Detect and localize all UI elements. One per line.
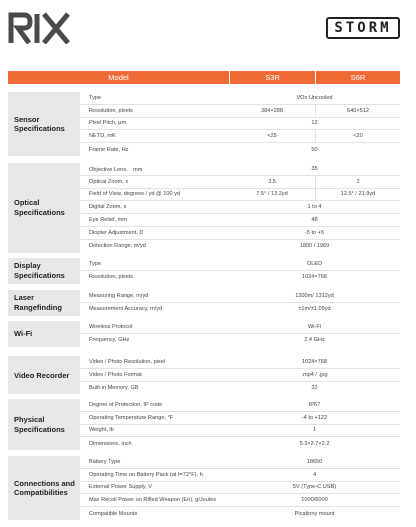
row-label: Field of View, degrees / yd @ 100 yd [89, 191, 181, 198]
table-row [80, 507, 400, 520]
row-value: -5 to +5 [304, 229, 325, 236]
row-value-s3r: 3.5 [268, 178, 276, 185]
group-title: Connections and Compatibilities [8, 456, 80, 520]
table-row [80, 303, 400, 316]
group-title: Sensor Specifications [8, 92, 80, 156]
row-label: Digital Zoom, x [89, 204, 127, 211]
table-row [80, 469, 400, 482]
row-label: Battery Type [89, 458, 121, 465]
table-row [80, 105, 400, 118]
table-row [80, 334, 400, 347]
rix-logo [8, 12, 72, 44]
table-row [80, 118, 400, 131]
row-value: Picatinny mount [294, 510, 335, 517]
row-value: 1 to 4 [307, 204, 322, 211]
row-value: IP67 [308, 401, 321, 408]
row-label: Resolution, pixels [89, 274, 133, 281]
group-title: Physical Specifications [8, 399, 80, 450]
row-value: 12 [311, 120, 318, 127]
table-row [80, 201, 400, 214]
table-row [80, 437, 400, 450]
row-label: Degree of Protection, IP code [89, 401, 163, 408]
spec-group [8, 399, 400, 450]
table-row [80, 321, 400, 334]
table-row [80, 425, 400, 438]
row-value: 5.3×2.7×2.2 [299, 440, 330, 447]
row-value-s3r: 7.5° / 13.2yd [256, 191, 288, 198]
row-value: 1200m/ 1312yd [295, 292, 334, 299]
group-title: Laser Rangefinding [8, 290, 80, 316]
row-value: Wi-Fi [307, 323, 322, 330]
group-title: Optical Specifications [8, 163, 80, 253]
table-row [80, 271, 400, 284]
table-row [80, 369, 400, 382]
row-value: 2.4 GHz [304, 337, 325, 344]
row-label: Type [89, 94, 102, 101]
table-row [80, 382, 400, 395]
spec-group [8, 321, 400, 347]
group-title: Display Specifications [8, 258, 80, 284]
row-value: 18650 [306, 458, 323, 465]
row-value-s6r: 640×512 [315, 105, 400, 117]
row-value: VOx Uncooled [296, 94, 333, 101]
row-value: 1 [312, 427, 317, 434]
spec-group [8, 456, 400, 520]
row-label: Weight, lb [89, 427, 114, 434]
row-label: Operating Temperature Range, °F [89, 414, 174, 421]
row-value-s6r: 2 [315, 176, 400, 188]
row-label: Objective Lens， mm [89, 166, 143, 173]
row-label: Built-in Memory, GB [89, 384, 139, 391]
row-value: -4 to +122 [301, 414, 328, 421]
row-value: 35 [311, 165, 318, 172]
row-value: 50 [311, 146, 318, 153]
spec-group [8, 258, 400, 284]
table-row [80, 240, 400, 253]
row-value-s3r: 384×288 [261, 107, 283, 114]
storm-label: STORM [334, 20, 392, 36]
table-row [80, 356, 400, 369]
table-row [80, 258, 400, 271]
spec-group [8, 92, 400, 156]
header-s6r: S6R [315, 71, 400, 84]
row-value: 5V (Type-C USB) [292, 484, 337, 491]
group-title: Wi-Fi [8, 321, 80, 347]
table-row [80, 189, 400, 202]
row-value: 1024×768 [301, 358, 328, 365]
table-row [80, 494, 400, 507]
table-row [80, 482, 400, 495]
row-label: Pixel Pitch, μm [89, 120, 127, 127]
row-label: Compatible Mounts [89, 510, 138, 517]
table-header [8, 71, 400, 84]
row-label: Detection Range, m/yd [89, 243, 146, 250]
storm-product-logo [326, 17, 400, 39]
table-row [80, 399, 400, 412]
row-value: 32 [311, 384, 318, 391]
row-value-s3r: <25 [267, 133, 277, 140]
row-value: 1000/6000 [301, 497, 328, 504]
row-value: 48 [311, 217, 318, 224]
row-label: Resolution, pixels [89, 107, 133, 114]
table-row [80, 227, 400, 240]
row-label: External Power Supply, V [89, 484, 153, 491]
row-label: Max Recoil Power on Rifled Weapon (Eo), g/Joules [89, 497, 217, 504]
table-row [80, 176, 400, 189]
row-label: Dimensions, inch [89, 440, 132, 447]
table-row [80, 143, 400, 156]
row-label: Optical Zoom, x [89, 178, 129, 185]
header-model: Model [108, 73, 129, 82]
row-label: Measurement Accuracy, m/yd [89, 306, 163, 313]
row-value: 4 [312, 471, 317, 478]
table-row [80, 412, 400, 425]
row-value: ±1m/±1.09yd [298, 306, 331, 313]
row-label: Video / Photo Resolution, pixel [89, 358, 166, 365]
row-label: Video / Photo Format [89, 371, 142, 378]
table-row [80, 130, 400, 143]
group-title: Video Recorder [8, 356, 80, 394]
row-label: Diopter Adjustment, D [89, 229, 144, 236]
row-label: Eye Relief, mm [89, 217, 127, 224]
row-label: Type [89, 260, 102, 267]
row-label: Operating Time on Battery Pack (at t=72°F), h [89, 471, 203, 478]
row-label: Frequency, GHz [89, 337, 130, 344]
row-label: Measuring Range, m/yd [89, 292, 149, 299]
table-row [80, 456, 400, 469]
row-label: Frame Rate, Hz [89, 146, 129, 153]
row-value-s6r: <20 [315, 130, 400, 142]
header-s3r: S3R [229, 71, 315, 84]
row-value: .mp4 / .jpg [301, 371, 328, 378]
table-row [80, 163, 400, 176]
row-value: OLED [306, 260, 323, 267]
table-row [80, 290, 400, 303]
table-row [80, 92, 400, 105]
row-value-s6r: 12.5° / 21.9yd [315, 189, 400, 201]
row-value: 1024×768 [301, 274, 328, 281]
spec-group [8, 356, 400, 394]
spec-group [8, 163, 400, 253]
spec-group [8, 290, 400, 316]
row-label: NETD, mK [89, 133, 116, 140]
table-row [80, 214, 400, 227]
row-label: Wireless Protocol [89, 323, 133, 330]
row-value: 1800 / 1969 [299, 243, 330, 250]
